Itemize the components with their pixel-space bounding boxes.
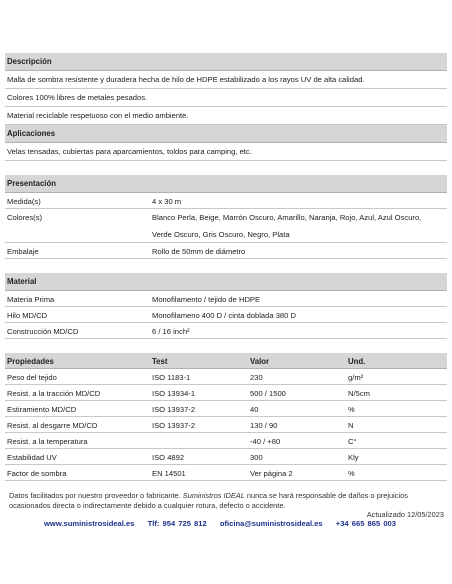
- presentacion-row: [5, 193, 447, 209]
- spacer: [5, 161, 447, 175]
- descripcion-line: Material reciclable respetuoso con el medio ambiente.: [5, 107, 447, 125]
- material-row: [5, 323, 447, 339]
- section-header-material: Material: [5, 273, 447, 291]
- table-cell: 230: [250, 373, 263, 382]
- column-header: Test: [152, 357, 168, 366]
- row-value: 4 x 30 m: [152, 197, 182, 206]
- table-row: [5, 465, 447, 481]
- presentacion-row: [5, 209, 447, 243]
- table-cell: g/m²: [348, 373, 364, 382]
- table-row: [5, 369, 447, 385]
- material-row: [5, 307, 447, 323]
- table-cell: %: [348, 405, 355, 414]
- table-cell: ISO 4892: [152, 453, 185, 462]
- row-value: 6 / 16 inch²: [152, 327, 190, 336]
- row-value: Monofilamento / tejido de HDPE: [152, 295, 261, 304]
- table-cell: Resist. al desgarre MD/CD: [7, 421, 98, 430]
- spacer: [5, 339, 447, 353]
- table-cell: N: [348, 421, 354, 430]
- table-cell: ISO 13934-1: [152, 389, 196, 398]
- brand-name: Suministros IDEAL: [182, 491, 245, 500]
- row-label: Colores(s): [7, 213, 43, 222]
- datasheet: [5, 53, 447, 481]
- table-cell: EN 14501: [152, 469, 186, 478]
- table-cell: Peso del tejido: [7, 373, 57, 382]
- table-cell: -40 / +80: [250, 437, 281, 446]
- table-cell: Ver página 2: [250, 469, 293, 478]
- table-row: [5, 401, 447, 417]
- aplicaciones-line: Velas tensadas, cubiertas para aparcamientos, toldos para camping, etc.: [5, 143, 447, 161]
- table-cell: N/5cm: [348, 389, 370, 398]
- column-header: Und.: [348, 357, 366, 366]
- disclaimer-text: Datos facilitados por nuestro proveedor o fabricante.: [9, 491, 183, 500]
- table-cell: 130 / 90: [250, 421, 278, 430]
- table-cell: ISO 13937-2: [152, 405, 196, 414]
- row-label: Materia Prima: [7, 295, 55, 304]
- email-link[interactable]: oficina@suministrosideal.es: [219, 519, 323, 528]
- table-cell: Factor de sombra: [7, 469, 67, 478]
- column-header: Valor: [250, 357, 270, 366]
- section-header-presentacion: Presentación: [5, 175, 447, 193]
- table-cell: C°: [348, 437, 357, 446]
- disclaimer-text: nunca se hará responsable de daños o prejuicios ocasionados directa o indirectamente debido a cualquier rotura, defecto o accidente.: [9, 491, 408, 510]
- disclaimer-note: [9, 491, 443, 510]
- table-row: [5, 385, 447, 401]
- table-cell: 300: [250, 453, 263, 462]
- row-label: Hilo MD/CD: [7, 311, 48, 320]
- row-value: Blanco Perla, Beige, Marrón Oscuro, Amarillo, Naranja, Rojo, Azul, Azul Oscuro, Verde Oscuro, Gris Oscuro, Negro, Plata: [152, 213, 422, 239]
- mobile-number: +34 665 865 003: [335, 519, 396, 528]
- spacer: [5, 259, 447, 273]
- row-label: Embalaje: [7, 247, 39, 256]
- table-cell: Estabilidad UV: [7, 453, 57, 462]
- table-cell: Kly: [348, 453, 359, 462]
- table-row: [5, 433, 447, 449]
- table-cell: %: [348, 469, 355, 478]
- table-row: [5, 417, 447, 433]
- table-row: [5, 449, 447, 465]
- table-cell: Resist. a la temperatura: [7, 437, 88, 446]
- descripcion-line: Malla de sombra resistente y duradera hecha de hilo de HDPE estabilizado a los rayos UV de alta calidad.: [5, 71, 447, 89]
- contact-bar: [44, 519, 406, 528]
- row-value: Rollo de 50mm de diámetro: [152, 247, 246, 256]
- row-label: Medida(s): [7, 197, 41, 206]
- table-cell: 500 / 1500: [250, 389, 286, 398]
- phone-number: Tlf: 954 725 812: [147, 519, 207, 528]
- section-header-aplicaciones: Aplicaciones: [5, 125, 447, 143]
- presentacion-row: [5, 243, 447, 259]
- row-label: Construcción MD/CD: [7, 327, 79, 336]
- material-row: [5, 291, 447, 307]
- table-cell: ISO 1183-1: [152, 373, 191, 382]
- row-value: Monofilameno 400 D / cinta doblada 380 D: [152, 311, 296, 320]
- updated-date: Actualizado 12/05/2023: [366, 510, 444, 519]
- table-cell: 40: [250, 405, 259, 414]
- table-cell: ISO 13937-2: [152, 421, 196, 430]
- table-cell: Estiramiento MD/CD: [7, 405, 77, 414]
- website-link[interactable]: www.suministrosideal.es: [44, 519, 135, 528]
- properties-table-header: [5, 353, 447, 369]
- column-header: Propiedades: [7, 357, 54, 366]
- descripcion-line: Colores 100% libres de metales pesados.: [5, 89, 447, 107]
- section-header-descripcion: Descripción: [5, 53, 447, 71]
- table-cell: Resist. a la tracción MD/CD: [7, 389, 101, 398]
